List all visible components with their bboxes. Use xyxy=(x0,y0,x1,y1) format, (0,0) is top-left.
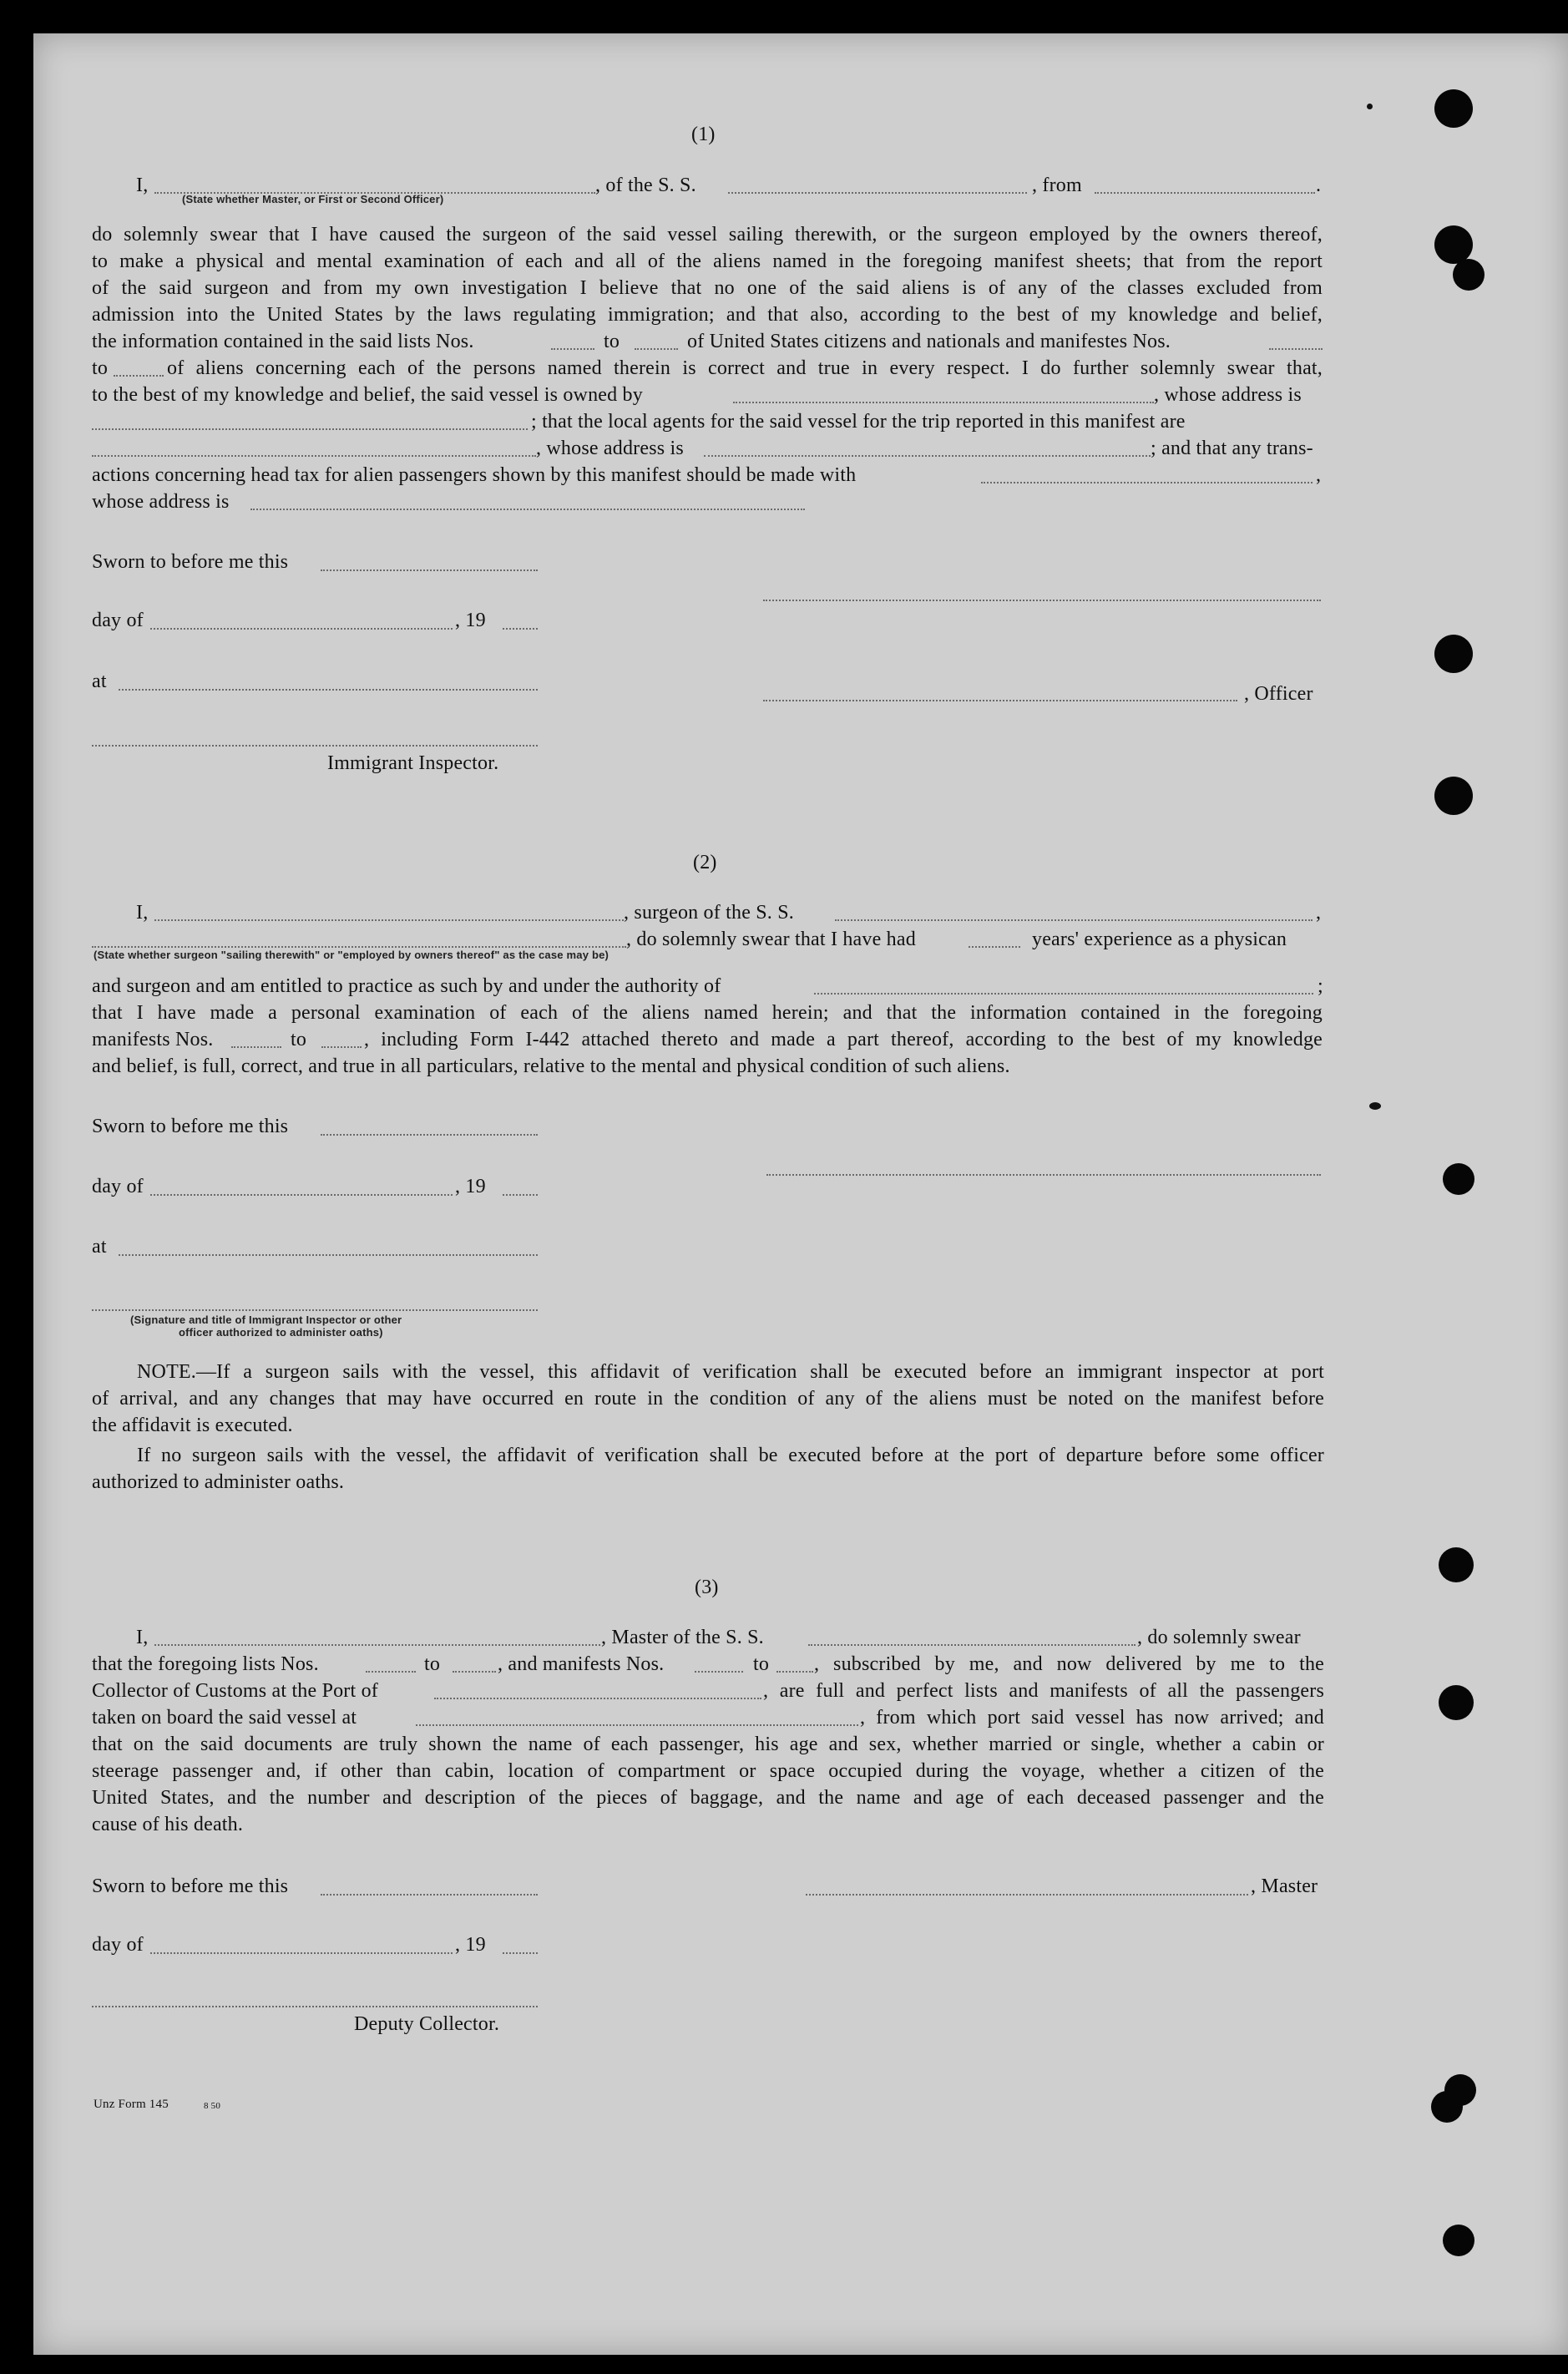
s3-to-text: to xyxy=(424,1653,441,1675)
s2-year-label: , 19 xyxy=(455,1176,486,1197)
s1-owner-address-text: , whose address is xyxy=(1154,384,1302,406)
punch-hole xyxy=(1439,1547,1474,1582)
s1-dayof-label: day of xyxy=(92,610,144,631)
s1-from-blank xyxy=(1095,192,1315,194)
s1-agents-text: ; that the local agents for the said vessel for the trip reported in this manifest are xyxy=(531,411,1186,433)
s3-lists-text: that the foregoing lists Nos. xyxy=(92,1653,319,1675)
s3-year-label: , 19 xyxy=(455,1934,486,1956)
s2-surgeon-note: (State whether surgeon "sailing therewith" or "employed by owners thereof" as the case may be) xyxy=(94,949,609,961)
section-3-heading: (3) xyxy=(695,1577,719,1598)
s2-line1-end: , xyxy=(1316,902,1322,924)
s3-dayof-label: day of xyxy=(92,1934,144,1956)
s2-line1-i: I, xyxy=(136,902,149,924)
s1-headtax-end: , xyxy=(1316,464,1322,486)
s3-manifests-text: , and manifests Nos. xyxy=(498,1653,665,1675)
s1-line1-from: , from xyxy=(1032,175,1082,196)
s1-line1-i: I, xyxy=(136,175,149,196)
s3-master-signature-line xyxy=(806,1894,1248,1896)
punch-hole xyxy=(1431,2091,1463,2123)
s3-sworn-label: Sworn to before me this xyxy=(92,1875,289,1897)
s3-line1-i: I, xyxy=(136,1627,149,1648)
s2-note-line: authorized to administer oaths. xyxy=(92,1471,345,1493)
s1-citizens-text: of United States citizens and nationals and manifestes Nos. xyxy=(687,331,1171,352)
s3-deputy-label: Deputy Collector. xyxy=(354,2013,500,2035)
s1-para-line: admission into the United States by the laws regulating immigration; and that also, according to the best of my knowledge and belief, xyxy=(92,304,1323,326)
punch-hole xyxy=(1434,777,1473,815)
s1-para-line: to make a physical and mental examination of each and all of the aliens named in the foregoing manifest sheets; that from the report xyxy=(92,251,1323,272)
s3-para-line: United States, and the number and description of the pieces of baggage, and the name and age of each deceased passenger and the xyxy=(92,1787,1324,1809)
s2-examination-text: that I have made a personal examination of each of the aliens named herein; and that the information contained in the foregoing xyxy=(92,1002,1323,1024)
s2-swear-text: , do solemnly swear that I have had xyxy=(626,929,916,950)
section-2-heading: (2) xyxy=(693,852,717,873)
s1-lists-text: the information contained in the said lists Nos. xyxy=(92,331,474,352)
s2-experience-text: years' experience as a physican xyxy=(1032,929,1287,950)
s3-para-line: steerage passenger and, if other than cabin, location of compartment or space occupied during the voyage, whether a citizen of the xyxy=(92,1760,1324,1782)
s2-to-text: to xyxy=(291,1029,307,1050)
s1-officer-label: , Officer xyxy=(1244,683,1313,705)
s2-signature-line xyxy=(766,1174,1321,1176)
punch-hole xyxy=(1453,259,1485,291)
s3-master-label: , Master xyxy=(1251,1875,1318,1897)
s1-ship-blank xyxy=(728,192,1027,194)
punch-hole xyxy=(1443,1163,1474,1195)
s1-line1-end: . xyxy=(1316,175,1322,196)
s1-line1-of-ss: , of the S. S. xyxy=(595,175,696,196)
s1-headtax-text: actions concerning head tax for alien passengers shown by this manifest should be made with xyxy=(92,464,857,486)
s3-master-text: , Master of the S. S. xyxy=(601,1627,764,1648)
s1-owned-text: to the best of my knowledge and belief, the said vessel is owned by xyxy=(92,384,643,406)
s2-sworn-label: Sworn to before me this xyxy=(92,1116,289,1137)
s1-agent-address-text: , whose address is xyxy=(536,438,684,459)
s2-note-line: of arrival, and any changes that may have occurred en route in the condition of any of the aliens must be noted on the manifest before xyxy=(92,1388,1324,1410)
punch-hole xyxy=(1439,1685,1474,1720)
s1-to-text: to xyxy=(604,331,620,352)
form-number: Unz Form 145 xyxy=(94,2098,169,2111)
s2-authority-text: and surgeon and am entitled to practice as such by and under the authority of xyxy=(92,975,721,997)
s3-collector-text: Collector of Customs at the Port of xyxy=(92,1680,378,1702)
s2-signature-note: (Signature and title of Immigrant Inspector or other xyxy=(130,1314,402,1326)
s2-note-line: NOTE.—If a surgeon sails with the vessel, this affidavit of verification shall be executed before an immigrant inspector at port xyxy=(137,1361,1324,1383)
s2-manifests-text: manifests Nos. xyxy=(92,1029,214,1050)
s2-at-label: at xyxy=(92,1236,107,1258)
s3-para-line: that on the said documents are truly shown the name of each passenger, his age and sex, whether married or single, whether a cabin or xyxy=(92,1734,1324,1755)
s1-at-label: at xyxy=(92,671,107,692)
s1-para-line: do solemnly swear that I have caused the surgeon of the said vessel sailing therewith, or the surgeon employed by the owners thereof, xyxy=(92,224,1323,245)
s1-transactions-text: ; and that any trans- xyxy=(1151,438,1313,459)
form-date: 8 50 xyxy=(204,2101,221,2111)
s2-signature-note: officer authorized to administer oaths) xyxy=(179,1326,383,1339)
punch-hole xyxy=(1434,89,1473,128)
s3-subscribed-text: , subscribed by me, and now delivered by me to the xyxy=(814,1653,1324,1675)
s2-note-line: the affidavit is executed. xyxy=(92,1415,293,1436)
s2-belief-text: and belief, is full, correct, and true in all particulars, relative to the mental and physical condition of such aliens. xyxy=(92,1055,1010,1077)
s1-year-label: , 19 xyxy=(455,610,486,631)
s3-para-last: cause of his death. xyxy=(92,1814,244,1835)
s1-aliens-text: of aliens concerning each of the persons named therein is correct and true in every respect. I do further solemnly swear that, xyxy=(167,357,1323,379)
s1-inspector-label: Immigrant Inspector. xyxy=(327,752,499,774)
s1-to-text-2: to xyxy=(92,357,109,379)
s3-taken-text: taken on board the said vessel at xyxy=(92,1707,357,1729)
s1-whose-address-text: whose address is xyxy=(92,491,230,513)
s3-arrived-text: , from which port said vessel has now arrived; and xyxy=(860,1707,1324,1729)
s1-officer-note: (State whether Master, or First or Second Officer) xyxy=(182,193,444,205)
s2-note-line: If no surgeon sails with the vessel, the affidavit of verification shall be executed before at the port of departure before some officer xyxy=(137,1445,1324,1466)
s3-to-text-2: to xyxy=(753,1653,770,1675)
s1-officer-signature-line xyxy=(763,600,1321,601)
s2-authority-end: ; xyxy=(1318,975,1323,997)
s1-para-line: of the said surgeon and from my own investigation I believe that no one of the said aliens is of any of the classes excluded from xyxy=(92,277,1323,299)
s2-surgeon-text: , surgeon of the S. S. xyxy=(624,902,794,924)
section-1-heading: (1) xyxy=(691,124,716,145)
s2-dayof-label: day of xyxy=(92,1176,144,1197)
s1-sworn-label: Sworn to before me this xyxy=(92,551,289,573)
s3-swear-text: , do solemnly swear xyxy=(1137,1627,1301,1648)
punch-hole xyxy=(1443,2225,1474,2256)
s3-perfect-text: , are full and perfect lists and manifests of all the passengers xyxy=(763,1680,1324,1702)
s2-form-text: , including Form I-442 attached thereto and made a part thereof, according to the best of my knowledge xyxy=(364,1029,1323,1050)
punch-hole xyxy=(1434,635,1473,673)
